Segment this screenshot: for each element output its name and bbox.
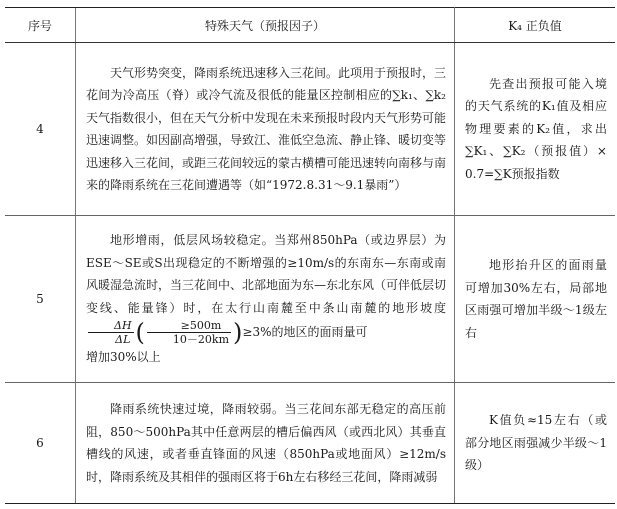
range-denominator: 10－20km — [172, 333, 230, 347]
row-description: 天气形势突变，降雨系统迅速移入三花间。此项用于预报时，三花间为冷高压（脊）或冷气流及很低的能量区控制相应的∑k₁、∑k₂天气指数很小，但在天气分析中发现在未来预报时段内天气形势可能迅速调整。如因副高增强，导致江、淮低空急流、静止锋、暖切变等迅速移入三花间，或距三花间较远的蒙古横槽可能迅速转向南移与南来的降雨系统在三花间遭遇等（如“1972.8.31～9.1暴雨”） — [86, 65, 447, 192]
row-description-cell — [76, 216, 455, 383]
row-value: K值负≈15左右（或部分地区雨强减少半级～1级） — [465, 413, 607, 473]
slope-numerator: ΔH — [88, 319, 134, 333]
range-fraction — [147, 319, 231, 346]
row-description — [76, 229, 454, 369]
table-header-row — [5, 8, 615, 43]
row-value-cell — [455, 216, 616, 383]
right-paren: ) — [233, 318, 243, 347]
table-row — [5, 383, 615, 504]
row-number: 6 — [5, 383, 76, 504]
header-serial-number: 序号 — [5, 8, 76, 43]
row-number: 4 — [5, 43, 76, 216]
row-value: 地形抬升区的面雨量可增加30%左右，局部地区雨强可增加半级～1级左右 — [465, 258, 607, 340]
slope-fraction — [88, 319, 134, 346]
row-description-tail-2: 增加30%以上 — [86, 350, 161, 365]
row-value-cell — [455, 383, 616, 504]
row-value-cell — [455, 43, 616, 216]
row-description-cell — [76, 383, 455, 504]
header-k4-value: K₄ 正负值 — [455, 8, 616, 43]
row-description-tail: ≥3%的地区的面雨量可 — [242, 325, 368, 340]
header-special-weather: 特殊天气（预报因子） — [76, 8, 455, 43]
row-number: 5 — [5, 216, 76, 383]
row-value: 先查出预报可能入境的天气系统的K₁值及相应物理要素的K₂值，求出∑K₁、∑K₂（预报值）× 0.7=∑K预报指数 — [465, 76, 607, 181]
slope-denominator: ΔL — [115, 333, 131, 347]
table-row — [5, 216, 615, 383]
range-numerator: ≥500m — [147, 319, 231, 333]
left-paren: ( — [135, 318, 145, 347]
table-row — [5, 43, 615, 216]
row-description: 降雨系统快速过境，降雨较弱。当三花间东部无稳定的高压前阻，850～500hPa其中任意两层的槽后偏西风（或西北风）其垂直槽线的风速，或者垂直锋面的风速（850hPa或地面风）≥12m/s时，降雨系统及其相伴的强雨区将于6h左右移经三花间，降雨减弱 — [86, 402, 446, 484]
row-description-main: 地形增雨，低层风场较稳定。当郑州850hPa（或边界层）为ESE～SE或S出现稳定的不断增强的≥10m/s的东南东—东南或南风暖湿急流时，当三花间中、北部地面为东—东北东风（可伴低层切变线、能量锋）时，在太行山南麓至中条山南麓的地形坡度 — [86, 233, 447, 315]
row-description-cell — [76, 43, 455, 216]
forecast-factor-table — [5, 7, 615, 504]
